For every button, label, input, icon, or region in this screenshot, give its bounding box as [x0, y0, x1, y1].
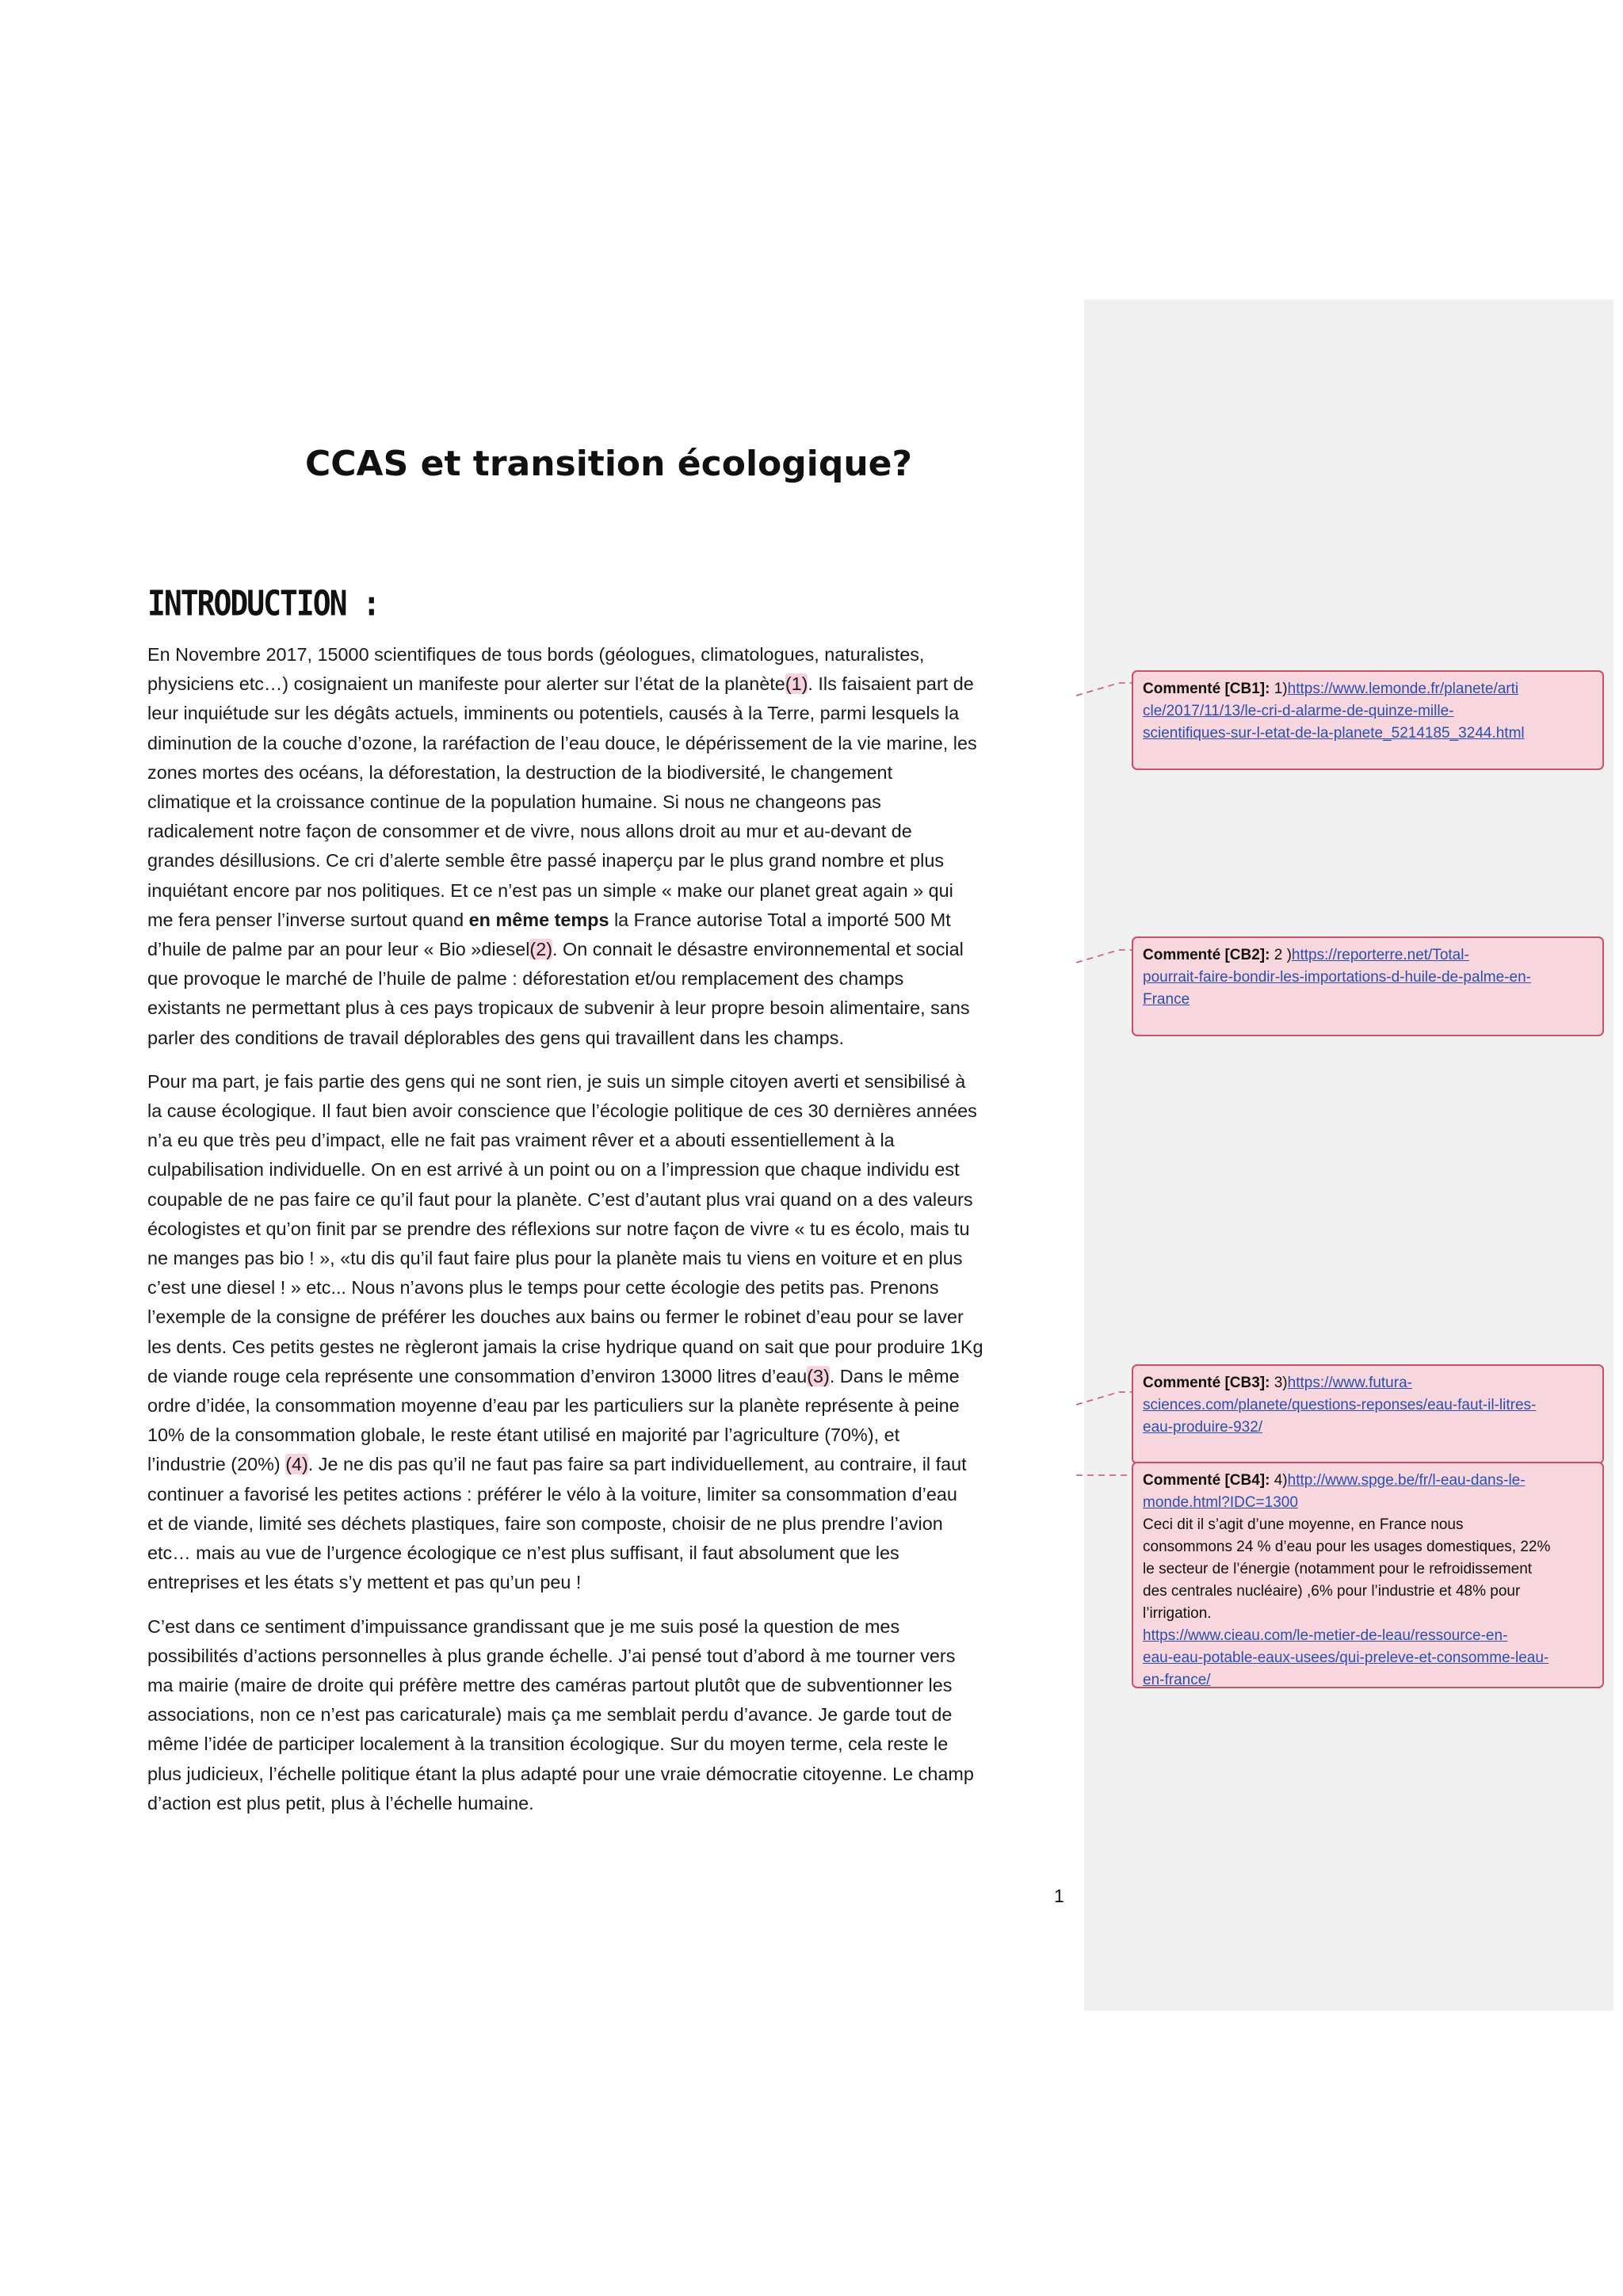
text-run: zones mortes des océans, la déforestation, la destruction de la biodiversité, le changement [147, 761, 893, 783]
text-run: grandes désillusions. Ce cri d’alerte semble être passé inaperçu par le plus grand nombre et plus [147, 850, 945, 871]
text-run: associations, non ce n’est pas caricaturale) mais ça me semblait perdu d’avance. Je garde tout de [147, 1704, 953, 1726]
text-line [147, 1215, 1070, 1244]
comment-line [1143, 1558, 1593, 1581]
comment-link[interactable]: France [1143, 991, 1190, 1008]
text-line [147, 699, 1070, 728]
text-run: d’huile de palme par an pour leur « Bio »diesel [147, 939, 530, 960]
text-run: . On connait le désastre environnemental et social [552, 939, 964, 960]
text-line [147, 640, 1070, 669]
text-line [147, 906, 1070, 935]
text-run: continuer a favorisé les petites actions : préférer le vélo à la voiture, limiter sa consommation d’eau [147, 1483, 957, 1505]
comment-line [1143, 1417, 1593, 1439]
document-body[interactable] [147, 640, 1070, 1818]
text-line [147, 935, 1070, 964]
comment-cb4[interactable] [1132, 1462, 1604, 1688]
text-run: En Novembre 2017, 15000 scientifiques de tous bords (géologues, climatologues, naturalistes, [147, 644, 925, 665]
comment-line [1143, 723, 1593, 745]
bold-text: en même temps [468, 909, 609, 930]
text-run: d’action est plus petit, plus à l’échelle humaine. [147, 1792, 534, 1814]
text-run: la cause écologique. Il faut bien avoir conscience que l’écologie politique de ces 30 dernières années [147, 1100, 977, 1122]
text-run: C’est dans ce sentiment d’impuissance grandissant que je me suis posé la question de mes [147, 1615, 900, 1637]
text-line [147, 817, 1070, 846]
comment-line [1143, 1394, 1593, 1417]
comment-line [1143, 1647, 1593, 1669]
text-run: radicalement notre façon de consommer et de vivre, nous allons droit au mur et au-devant de [147, 821, 912, 842]
text-run: . Je ne dis pas qu’il ne faut pas faire sa part individuellement, au contraire, il faut [307, 1454, 967, 1475]
text-line [147, 669, 1070, 699]
comment-line [1143, 700, 1593, 723]
comment-anchor[interactable]: (3) [807, 1365, 830, 1386]
text-run: que provoque le marché de l’huile de palme : déforestation et/ou remplacement des champs [147, 968, 904, 990]
text-run: coupable de ne pas faire ce qu’il faut pour la planète. C’est d’autant plus vrai quand on a des valeurs [147, 1188, 973, 1210]
text-line [147, 1421, 1070, 1450]
comment-line [1143, 989, 1593, 1011]
comment-link[interactable]: monde.html?IDC=1300 [1143, 1494, 1298, 1511]
text-line [147, 1155, 1070, 1184]
page-number: 1 [1054, 1886, 1064, 1906]
comment-label: Commenté [CB3]: [1143, 1375, 1270, 1391]
text-run: . Dans le même [829, 1365, 960, 1386]
text-line [147, 1671, 1070, 1700]
comment-anchor[interactable]: (2) [529, 939, 553, 960]
paragraph-gap [147, 1053, 1070, 1067]
comment-line [1143, 1372, 1593, 1394]
text-run: les dents. Ces petits gestes ne règleront jamais la crise hydrique quand on sait que pour produire 1Kg [147, 1336, 983, 1357]
comment-anchor[interactable]: (4) [285, 1454, 308, 1475]
text-run: même l’idée de participer localement à la transition écologique. Sur du moyen terme, cela reste le [147, 1733, 949, 1755]
text-line [147, 994, 1070, 1023]
text-line [147, 1642, 1070, 1671]
text-run: parler des conditions de travail déplorables des gens qui travaillent dans les champs. [147, 1027, 844, 1048]
text-run: culpabilisation individuelle. On en est arrivé à un point ou on a l’impression que chaque individu est [147, 1159, 960, 1180]
text-line [147, 1730, 1070, 1759]
text-line [147, 1362, 1070, 1391]
text-run: physiciens etc…) cosignaient un manifeste pour alerter sur l’état de la planète [147, 673, 785, 695]
text-run: de viande rouge cela représente une consommation d’environ 13000 litres d’eau [147, 1365, 808, 1386]
text-line [147, 1539, 1070, 1568]
text-line [147, 1126, 1070, 1155]
comment-link[interactable]: https://www.cieau.com/le-metier-de-leau/ressource-en- [1143, 1627, 1508, 1644]
text-line [147, 1700, 1070, 1730]
text-run: c’est une diesel ! » etc... Nous n’avons plus le temps pour cette écologie des petits pas. Prenons [147, 1277, 939, 1299]
comment-link[interactable]: sciences.com/planete/questions-reponses/eau-faut-il-litres- [1143, 1397, 1537, 1413]
comment-line [1143, 1492, 1593, 1514]
text-run: etc… mais au vue de l’urgence écologique ce n’est plus suffisant, il faut absolument que les [147, 1543, 899, 1564]
comment-anchor[interactable]: (1) [785, 673, 808, 695]
comment-line [1143, 967, 1593, 989]
comment-line [1143, 1625, 1593, 1647]
paragraph-1 [147, 640, 1070, 1053]
paragraph-gap [147, 1598, 1070, 1612]
text-run: possibilités d’actions personnelles à plus grande échelle. J’ai pensé tout d’abord à me tourner vers [147, 1645, 956, 1666]
comment-label: Commenté [CB2]: [1143, 947, 1270, 963]
comment-cb1[interactable] [1132, 670, 1604, 770]
section-heading: INTRODUCTION : [147, 583, 380, 624]
comment-link[interactable]: cle/2017/11/13/le-cri-d-alarme-de-quinze-mille- [1143, 703, 1454, 719]
text-line [147, 729, 1070, 758]
text-line [147, 758, 1070, 788]
text-run: inquiétant encore par nos politiques. Et ce n’est pas un simple « make our planet great again » qui [147, 879, 953, 901]
text-run: diminution de la couche d’ozone, la raréfaction de l’eau douce, le dépérissement de la vie marine, les [147, 732, 977, 753]
text-run: Pour ma part, je fais partie des gens qui ne sont rien, je suis un simple citoyen averti et sensibilisé à [147, 1070, 966, 1092]
comment-text: le secteur de l’énergie (notamment pour le refroidissement [1143, 1561, 1533, 1577]
comment-line [1143, 1536, 1593, 1558]
comment-line [1143, 1603, 1593, 1625]
comment-text: l’irrigation. [1143, 1605, 1212, 1622]
text-line [147, 788, 1070, 817]
text-line [147, 1273, 1070, 1302]
text-run: me fera penser l’inverse surtout quand [147, 909, 469, 930]
comment-line [1143, 1514, 1593, 1536]
text-line [147, 846, 1070, 875]
text-line [147, 1789, 1070, 1818]
text-run: plus judicieux, l’échelle politique étant la plus adapté pour une vraie démocratie citoyenne. Le champ [147, 1763, 974, 1784]
comment-text: des centrales nucléaire) ,6% pour l’industrie et 48% pour [1143, 1583, 1521, 1600]
comments-margin-pane [1084, 299, 1613, 2011]
text-run: ma mairie (maire de droite qui préfère mettre des caméras partout plutôt que de subventionner les [147, 1674, 953, 1695]
text-line [147, 1612, 1070, 1642]
comment-label: Commenté [CB1]: [1143, 681, 1270, 697]
document-title: CCAS et transition écologique? [304, 444, 913, 484]
text-run: 10% de la consommation globale, le reste étant utilisé en majorité par l’agriculture (70%), et [147, 1425, 900, 1446]
text-line [147, 1097, 1070, 1126]
comment-link[interactable]: en-france/ [1143, 1672, 1211, 1688]
text-run: climatique et la croissance continue de la population humaine. Si nous ne changeons pas [147, 791, 881, 813]
text-line [147, 1509, 1070, 1539]
text-run: l’industrie (20%) [147, 1454, 286, 1475]
text-run: . Ils faisaient part de [808, 673, 974, 695]
text-line [147, 1760, 1070, 1789]
text-line [147, 1391, 1070, 1421]
comment-link[interactable]: https://www.lemonde.fr/planete/arti [1287, 681, 1519, 697]
text-run: ordre d’idée, la consommation moyenne d’eau par les particuliers sur la planète représente à peine [147, 1395, 960, 1417]
comment-line [1143, 944, 1593, 967]
comment-line [1143, 1470, 1593, 1492]
comment-text: Ceci dit il s’agit d’une moyenne, en France nous [1143, 1516, 1464, 1533]
comment-cb3[interactable] [1132, 1364, 1604, 1464]
comment-link[interactable]: https://www.futura- [1287, 1375, 1412, 1391]
text-run: ne manges pas bio ! », «tu dis qu’il faut faire plus pour la planète mais tu viens en voiture et en plus [147, 1248, 963, 1269]
comment-text: 3) [1270, 1375, 1288, 1391]
comment-text: 1) [1270, 681, 1288, 697]
text-line [147, 1244, 1070, 1273]
comment-link[interactable]: eau-produire-932/ [1143, 1419, 1263, 1436]
comment-line [1143, 678, 1593, 700]
comment-label: Commenté [CB4]: [1143, 1472, 1270, 1489]
text-line [147, 876, 1070, 906]
comment-text: 2 ) [1270, 947, 1292, 963]
text-line [147, 1450, 1070, 1479]
comment-link[interactable]: scientifiques-sur-l-etat-de-la-planete_5214185_3244.html [1143, 725, 1525, 742]
paragraph-3 [147, 1612, 1070, 1818]
comment-text: 4) [1270, 1472, 1288, 1489]
text-run: l’exemple de la consigne de préférer les douches aux bains ou fermer le robinet d’eau pour se laver [147, 1306, 964, 1328]
text-line [147, 964, 1070, 994]
text-run: n’a eu que très peu d’impact, elle ne fait pas vraiment rêver et a abouti essentiellement à la [147, 1130, 895, 1151]
text-line [147, 1024, 1070, 1053]
text-run: entreprises et les états s’y mettent et pas qu’un peu ! [147, 1572, 582, 1593]
text-run: écologistes et qu’on finit par se prendre des réflexions sur notre façon de vivre « tu es écolo, mais tu [147, 1218, 970, 1239]
paragraph-2 [147, 1067, 1070, 1598]
comment-line [1143, 1581, 1593, 1603]
text-line [147, 1185, 1070, 1215]
text-line [147, 1067, 1070, 1097]
comment-cb2[interactable] [1132, 936, 1604, 1036]
text-run: existants ne permettant plus à ces pays tropicaux de subvenir à leur propre besoin alimentaire, sans [147, 997, 970, 1019]
text-line [147, 1480, 1070, 1509]
text-line [147, 1333, 1070, 1362]
text-run: la France autorise Total a importé 500 Mt [609, 909, 951, 930]
text-line [147, 1302, 1070, 1332]
comment-link[interactable]: http://www.spge.be/fr/l-eau-dans-le- [1287, 1472, 1526, 1489]
comment-link[interactable]: https://reporterre.net/Total- [1291, 947, 1469, 963]
text-run: et de viande, limité ses déchets plastiques, faire son composte, choisir de ne plus prendre l’avion [147, 1512, 943, 1534]
comment-link[interactable]: eau-eau-potable-eaux-usees/qui-preleve-et-consomme-leau- [1143, 1650, 1549, 1666]
comment-line [1143, 1669, 1593, 1691]
text-run: leur inquiétude sur les dégâts actuels, imminents ou potentiels, causés à la Terre, parmi lesquels la [147, 703, 960, 724]
comment-text: consommons 24 % d’eau pour les usages domestiques, 22% [1143, 1539, 1551, 1555]
comment-link[interactable]: pourrait-faire-bondir-les-importations-d-huile-de-palme-en- [1143, 969, 1531, 986]
text-line [147, 1568, 1070, 1597]
